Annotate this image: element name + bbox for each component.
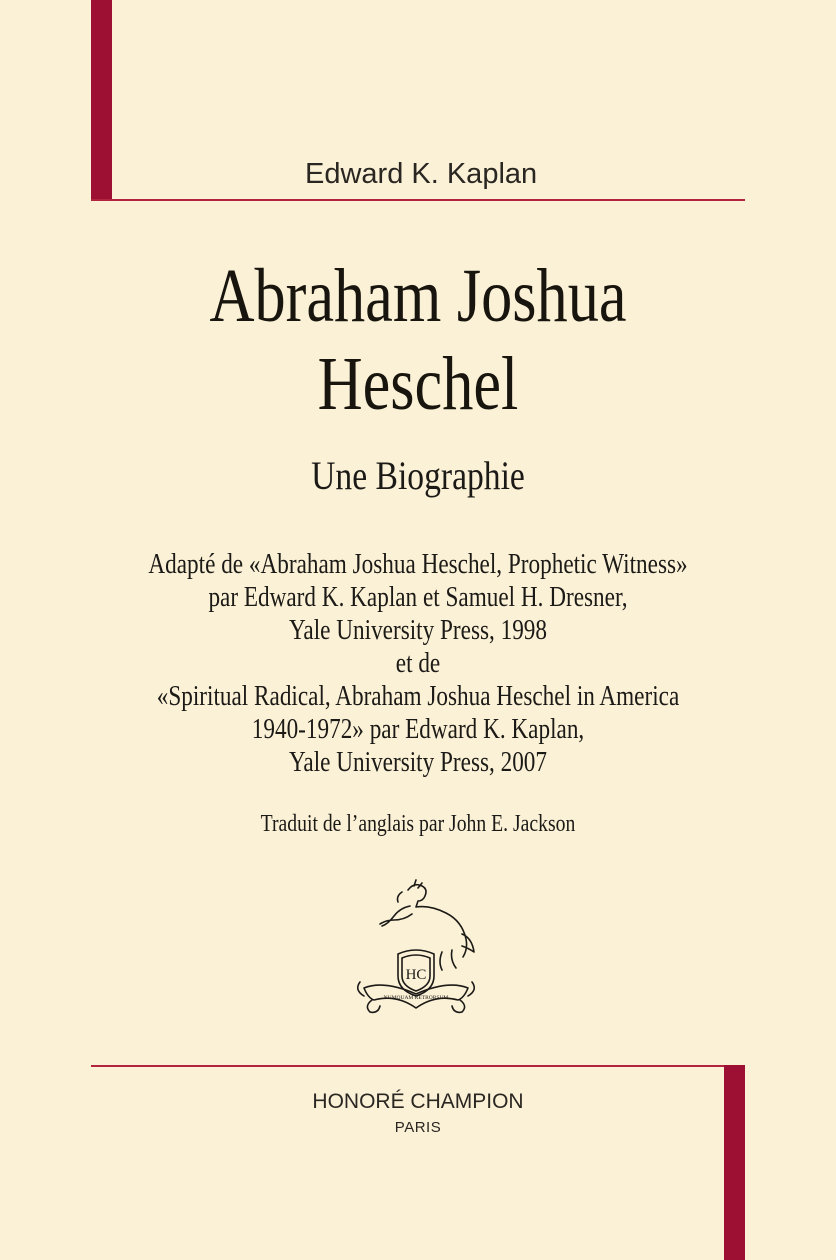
logo-monogram: HC (405, 967, 427, 983)
publisher-city: PARIS (394, 1119, 442, 1136)
author-name: Edward K. Kaplan (305, 158, 538, 190)
adaptation-line: Yale University Press, 1998 (289, 614, 547, 646)
adaptation-line: et de (395, 647, 441, 679)
adaptation-note (84, 548, 753, 779)
horse-crest-icon (352, 878, 480, 1018)
adaptation-line: «Spiritual Radical, Abraham Joshua Heschel in America (156, 680, 680, 712)
title-line: Heschel (317, 342, 519, 426)
translator-credit: Traduit de l’anglais par John E. Jackson (260, 811, 576, 837)
publisher-name: HONORÉ CHAMPION (312, 1090, 524, 1113)
top-rule (91, 199, 745, 201)
adaptation-line: 1940-1972» par Edward K. Kaplan, (251, 713, 585, 745)
bottom-rule (91, 1065, 745, 1067)
adaptation-line: Adapté de «Abraham Joshua Heschel, Prophetic Witness» (148, 548, 688, 580)
book-subtitle: Une Biographie (311, 453, 525, 498)
top-accent-bar (91, 0, 112, 201)
title-line: Abraham Joshua (209, 254, 627, 338)
book-title (75, 252, 761, 428)
logo-motto: NUMQUAM RETRORSUM (383, 995, 449, 1001)
adaptation-line: Yale University Press, 2007 (289, 746, 547, 778)
adaptation-line: par Edward K. Kaplan et Samuel H. Dresner, (208, 581, 628, 613)
